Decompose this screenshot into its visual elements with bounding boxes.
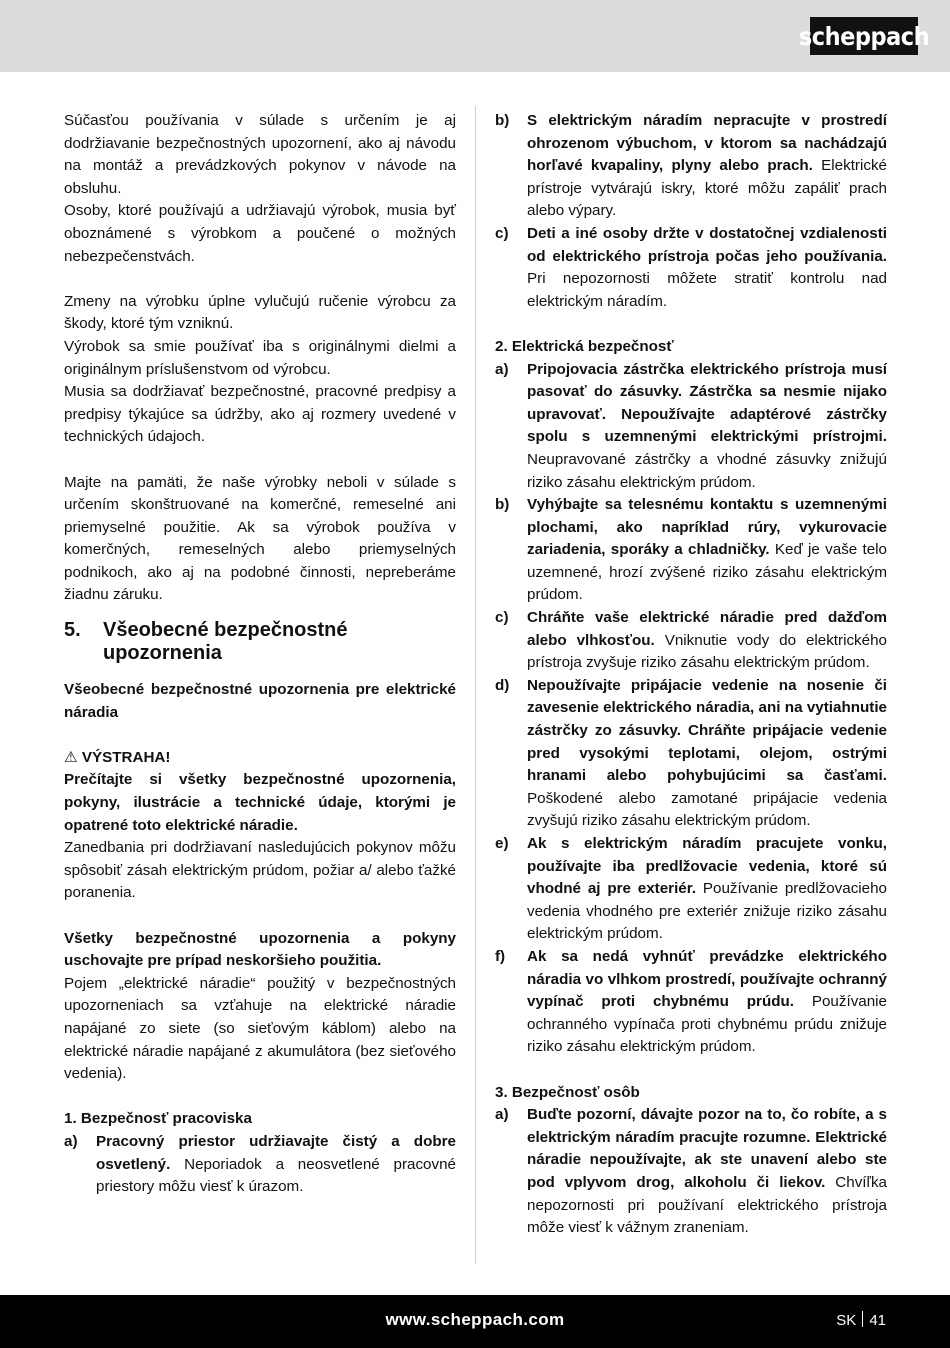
warning-bold-text: Prečítajte si všetky bezpečnostné upozornenia, pokyny, ilustrácie a technické údaje, ktorými je opatrené toto elektrické náradie. <box>64 771 456 834</box>
language-code: SK <box>836 1312 857 1329</box>
header-bar <box>0 0 950 72</box>
paragraph-warranty: Majte na pamäti, že naše výrobky neboli v súlade s určením skonštruované na komerčné, remeselné ani priemyselné použitie. Ak sa výrobok používa v komerčných, remeselných alebo priemyselných podnikoch, ako aj na podobné činnosti, nepreberáme žiadnu záruku. <box>64 473 456 604</box>
section-number: 5. <box>64 619 81 642</box>
section-title: Všeobecné bezpečnostné upozornenia <box>103 619 348 665</box>
paragraph-operators: Osoby, ktoré používajú a udržiavajú výrobok, musia byť oboznámené s výrobkom a poučené o možných nebezpečenstvách. <box>64 202 456 265</box>
scheppach-logo: scheppach <box>810 17 918 55</box>
warning-triangle-icon: ⚠ <box>64 748 78 766</box>
list-item: a) Buďte pozorní, dávajte pozor na to, čo robíte, a s elektrickým náradím pracujte rozumne. Elektrické náradie nepoužívajte, ak ste unavení alebo ste pod vplyvom drog, alkoholu či liekov. Chvíľka nepozornosti pri používaní elektrického prístroja môže viesť k vážnym zraneniam. <box>495 1106 887 1237</box>
list-item: d) Nepoužívajte pripájacie vedenie na nosenie či zavesenie elektrického náradia, ani na vytiahnutie zástrčky zo zásuvky. Chráňte pripájacie vedenie pred vysokými teplotami, olejom, ostrými hranami alebo pohybujúcimi sa časťami. Poškodené alebo zamotané pripájacie vedenia zvyšujú riziko zásahu elektrickým prúdom. <box>495 676 887 830</box>
paragraph-intended-use: Súčasťou používania v súlade s určením je aj dodržiavanie bezpečnostných upozornení, ako aj návodu na montáž a prevádzkových pokynov v návode na obsluhu. <box>64 112 456 197</box>
list-item: a) Pracovný priestor udržiavajte čistý a dobre osvetlený. Neporiadok a neosvetlené pracovné priestory môžu viesť k úrazom. <box>64 1132 456 1196</box>
column-divider <box>475 106 476 1264</box>
list-item: b) Vyhýbajte sa telesnému kontaktu s uzemnenými plochami, ako napríklad rúry, vykurovacie zariadenia, sporáky a chladničky. Keď je vaše telo uzemnené, hrozí zvýšené riziko zásahu elektrickým prúdom. <box>495 496 887 604</box>
warning-label: ⚠ VÝSTRAHA! <box>64 748 171 766</box>
keep-instructions-bold: Všetky bezpečnostné upozornenia a pokyny uschovajte pre prípad neskoršieho použitia. <box>64 929 456 970</box>
list-item: f) Ak sa nedá vyhnúť prevádzke elektrického náradia vo vlhkom prostredí, používajte ochranný vypínač proti chybnému prúdu. Používanie ochranného vypínača proti chybnému prúdu znižuje riziko zásahu elektrickým prúdom. <box>495 947 887 1056</box>
right-column <box>495 110 887 1240</box>
list-item: a) Pripojovacia zástrčka elektrického prístroja musí pasovať do zásuvky. Zástrčka sa nesmie nijako upravovať. Nepoužívajte adaptérové zástrčky spolu s uzemnenými elektrickými prístrojmi. Neupravované zástrčky a vhodné zásuvky znižujú riziko zásahu elektrickým prúdom. <box>495 360 887 491</box>
warning-text: Zanedbania pri dodržiavaní nasledujúcich pokynov môžu spôsobiť zásah elektrickým prúdom, požiar a/ alebo ťažké poranenia. <box>64 839 456 902</box>
page-number: 41 <box>869 1312 886 1329</box>
paragraph-regulations: Musia sa dodržiavať bezpečnostné, pracovné predpisy a predpisy týkajúce sa údržby, ako aj rozmery uvedené v technických údajoch. <box>64 383 456 446</box>
subheading: Všeobecné bezpečnostné upozornenia pre elektrické náradia <box>64 681 456 721</box>
list-item: b) S elektrickým náradím nepracujte v prostredí ohrozenom výbuchom, v ktorom sa nachádzajú horľavé kvapaliny, plyny alebo prach. Elektrické prístroje vytvárajú iskry, ktoré môžu zapáliť prach alebo výpary. <box>495 112 887 220</box>
page-indicator <box>836 1311 886 1329</box>
paragraph-modifications: Zmeny na výrobku úplne vylučujú ručenie výrobcu za škody, ktoré tým vzniknú. <box>64 292 456 333</box>
section-2-title: 2. Elektrická bezpečnosť <box>495 337 674 355</box>
left-column <box>64 110 456 1199</box>
keep-instructions-text: Pojem „elektrické náradie“ použitý v bezpečnostných upozorneniach sa vzťahuje na elektrické náradie napájané zo siete (so sieťovým káblom) alebo na elektrické náradie napájané z akumulátora (bez sieťového vedenia). <box>64 974 456 1083</box>
list-item: c) Chráňte vaše elektrické náradie pred dažďom alebo vlhkosťou. Vniknutie vody do elektrického prístroja zvyšuje riziko zásahu elektrickým prúdom. <box>495 609 887 672</box>
paragraph-original-parts: Výrobok sa smie používať iba s originálnymi dielmi a originálnym príslušenstvom od výrobcu. <box>64 337 456 378</box>
list-item: c) Deti a iné osoby držte v dostatočnej vzdialenosti od elektrického prístroja počas jeho používania. Pri nepozornosti môžete stratiť kontrolu nad elektrickým náradím. <box>495 224 887 310</box>
footer-bar <box>0 1295 950 1348</box>
list-item: e) Ak s elektrickým náradím pracujete vonku, používajte iba predlžovacie vedenia, ktoré sú vhodné aj pre exteriér. Používanie predlžovacieho vedenia vhodného pre exteriér znižuje riziko zásahu elektrickým prúdom. <box>495 835 887 943</box>
website-link[interactable]: www.scheppach.com <box>385 1310 565 1329</box>
section-heading <box>64 619 456 665</box>
section-3-title: 3. Bezpečnosť osôb <box>495 1083 640 1101</box>
section-1-title: 1. Bezpečnosť pracoviska <box>64 1110 252 1128</box>
